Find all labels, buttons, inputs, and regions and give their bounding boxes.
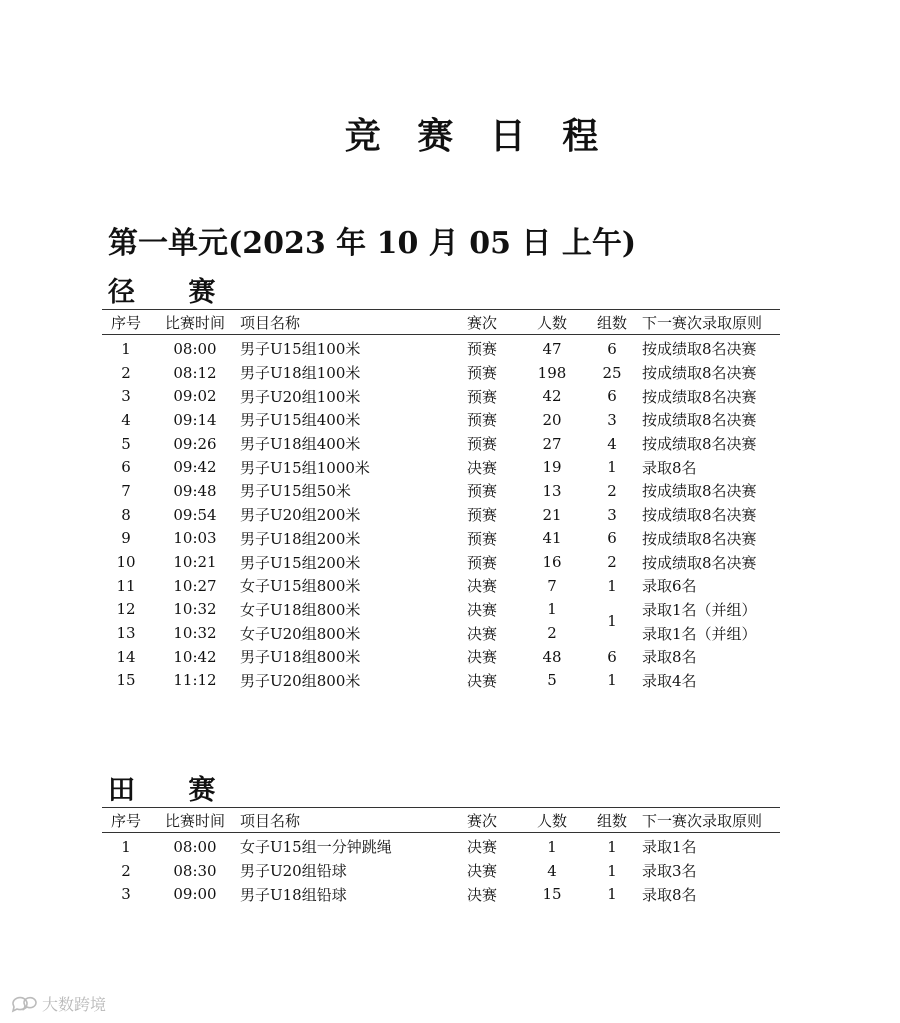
cell-event: 女子U20组800米 (240, 624, 361, 643)
cell-event: 男子U18组铅球 (240, 885, 347, 904)
col-header-no: 序号 (102, 808, 150, 833)
cell-round: 决赛 (466, 671, 497, 690)
table-row (102, 882, 780, 906)
cell-event: 男子U15组100米 (240, 340, 361, 359)
table-row (102, 527, 780, 551)
cell-event: 男子U18组400米 (240, 435, 361, 454)
cell-rule: 录取3名 (642, 862, 697, 881)
cell-rule: 按成绩取8名决赛 (642, 435, 757, 454)
cell-time: 10:21 (173, 553, 217, 572)
cell-event: 男子U18组200米 (240, 529, 361, 548)
cell-no: 15 (116, 671, 136, 690)
cell-groups: 6 (607, 387, 617, 406)
col-header-groups: 组数 (582, 808, 642, 833)
col-header-time: 比赛时间 (150, 310, 240, 335)
cell-no: 10 (116, 553, 136, 572)
cell-groups: 1 (607, 885, 617, 904)
cell-groups: 25 (602, 363, 622, 382)
track-header-row (102, 310, 780, 335)
table-row (102, 598, 780, 622)
table-row (102, 859, 780, 883)
col-header-count: 人数 (522, 310, 582, 335)
cell-round: 决赛 (466, 885, 497, 904)
cell-time: 10:32 (173, 600, 217, 619)
cell-no: 4 (121, 410, 131, 429)
cell-time: 10:03 (173, 529, 217, 548)
col-header-round: 赛次 (442, 808, 522, 833)
cell-round: 预赛 (466, 364, 497, 383)
cell-count: 47 (542, 339, 562, 358)
track-schedule-table (102, 309, 780, 692)
page-title: 竞 赛 日 程 (344, 115, 611, 157)
cell-no: 9 (121, 529, 131, 548)
cell-event: 男子U15组200米 (240, 553, 361, 572)
cell-round: 预赛 (466, 387, 497, 406)
field-section-title: 田 赛 (108, 775, 238, 806)
cell-count: 7 (547, 576, 557, 595)
cell-time: 11:12 (173, 671, 217, 690)
cell-time: 09:48 (173, 481, 217, 500)
cell-count: 2 (547, 624, 557, 643)
cell-rule: 录取6名 (642, 577, 697, 596)
field-header-row (102, 808, 780, 833)
cell-time: 08:00 (173, 837, 217, 856)
cell-event: 男子U18组800米 (240, 648, 361, 667)
cell-rule: 录取1名 (642, 838, 697, 857)
table-row (102, 408, 780, 432)
col-header-groups: 组数 (582, 310, 642, 335)
col-header-no: 序号 (102, 310, 150, 335)
cell-event: 男子U15组1000米 (240, 458, 370, 477)
table-row (102, 361, 780, 385)
col-header-time: 比赛时间 (150, 808, 240, 833)
cell-rule: 按成绩取8名决赛 (642, 364, 757, 383)
table-row (102, 479, 780, 503)
cell-no: 1 (121, 339, 131, 358)
cell-event: 男子U20组200米 (240, 506, 361, 525)
cell-no: 12 (116, 600, 136, 619)
cell-round: 预赛 (466, 553, 497, 572)
cell-rule: 按成绩取8名决赛 (642, 553, 757, 572)
watermark (10, 992, 106, 1015)
cell-rule: 按成绩取8名决赛 (642, 340, 757, 359)
cell-groups: 1 (607, 671, 617, 690)
cell-rule: 录取1名（并组） (642, 600, 757, 619)
cell-count: 48 (542, 647, 562, 666)
cell-round: 决赛 (466, 838, 497, 857)
cell-time: 08:30 (173, 861, 217, 880)
cell-round: 决赛 (466, 458, 497, 477)
cell-no: 3 (121, 387, 131, 406)
cell-groups: 1 (607, 458, 617, 477)
cell-round: 决赛 (466, 624, 497, 643)
cell-round: 决赛 (466, 648, 497, 667)
cell-rule: 录取8名 (642, 885, 697, 904)
cell-round: 预赛 (466, 411, 497, 430)
col-header-rule: 下一赛次录取原则 (642, 808, 780, 833)
cell-groups: 2 (607, 553, 617, 572)
cell-time: 09:26 (173, 434, 217, 453)
field-schedule-table (102, 807, 780, 906)
table-row (102, 550, 780, 574)
cell-event: 女子U15组一分钟跳绳 (240, 838, 392, 857)
table-row (102, 384, 780, 408)
cell-rule: 按成绩取8名决赛 (642, 411, 757, 430)
cell-no: 3 (121, 885, 131, 904)
track-section-title: 径 赛 (108, 277, 238, 308)
cell-event: 男子U20组铅球 (240, 862, 347, 881)
cell-groups: 3 (607, 505, 617, 524)
cell-round: 决赛 (466, 577, 497, 596)
table-row (102, 669, 780, 693)
cell-round: 预赛 (466, 529, 497, 548)
cell-time: 09:54 (173, 505, 217, 524)
cell-count: 5 (547, 671, 557, 690)
cell-event: 男子U15组400米 (240, 411, 361, 430)
cell-rule: 录取1名（并组） (642, 624, 757, 643)
cell-groups: 3 (607, 410, 617, 429)
table-row (102, 833, 780, 859)
cell-no: 13 (116, 624, 136, 643)
cell-no: 2 (121, 861, 131, 880)
cell-count: 13 (542, 481, 562, 500)
cell-event: 男子U20组800米 (240, 671, 361, 690)
chat-bubble-logo-icon (10, 994, 38, 1014)
cell-count: 21 (542, 505, 562, 524)
cell-count: 27 (542, 434, 562, 453)
cell-groups: 4 (607, 434, 617, 453)
cell-groups: 6 (607, 339, 617, 358)
cell-rule: 录取8名 (642, 648, 697, 667)
cell-no: 1 (121, 837, 131, 856)
cell-no: 8 (121, 505, 131, 524)
cell-event: 男子U20组100米 (240, 387, 361, 406)
cell-count: 1 (547, 837, 557, 856)
cell-time: 08:00 (173, 339, 217, 358)
cell-count: 42 (542, 387, 562, 406)
watermark-text: 大数跨境 (42, 995, 107, 1014)
unit-heading: 第一单元(2023 年 10 月 05 日 上午) (108, 226, 637, 261)
cell-rule: 录取4名 (642, 671, 697, 690)
cell-count: 20 (542, 410, 562, 429)
cell-event: 女子U18组800米 (240, 600, 361, 619)
cell-no: 6 (121, 458, 131, 477)
cell-count: 19 (542, 458, 562, 477)
cell-time: 09:14 (173, 410, 217, 429)
cell-groups: 1 (607, 837, 617, 856)
cell-no: 5 (121, 434, 131, 453)
table-row (102, 432, 780, 456)
cell-no: 2 (121, 363, 131, 382)
cell-groups: 6 (607, 647, 617, 666)
cell-event: 男子U15组50米 (240, 482, 351, 501)
table-row (102, 621, 780, 645)
cell-event: 男子U18组100米 (240, 364, 361, 383)
cell-rule: 按成绩取8名决赛 (642, 482, 757, 501)
col-header-count: 人数 (522, 808, 582, 833)
cell-no: 14 (116, 647, 136, 666)
cell-groups: 6 (607, 529, 617, 548)
cell-no: 7 (121, 481, 131, 500)
table-row (102, 335, 780, 361)
cell-rule: 按成绩取8名决赛 (642, 529, 757, 548)
cell-count: 15 (542, 885, 562, 904)
cell-groups: 2 (607, 481, 617, 500)
cell-rule: 录取8名 (642, 458, 697, 477)
cell-round: 预赛 (466, 435, 497, 454)
cell-rule: 按成绩取8名决赛 (642, 506, 757, 525)
col-header-event: 项目名称 (240, 310, 442, 335)
cell-round: 预赛 (466, 506, 497, 525)
table-row (102, 645, 780, 669)
table-row (102, 574, 780, 598)
col-header-rule: 下一赛次录取原则 (642, 310, 780, 335)
cell-count: 1 (547, 600, 557, 619)
cell-no: 11 (116, 576, 136, 595)
cell-time: 09:00 (173, 885, 217, 904)
col-header-event: 项目名称 (240, 808, 442, 833)
cell-rule: 按成绩取8名决赛 (642, 387, 757, 406)
cell-round: 预赛 (466, 482, 497, 501)
cell-groups: 1 (607, 612, 617, 631)
table-row (102, 503, 780, 527)
cell-count: 41 (542, 529, 562, 548)
cell-time: 10:32 (173, 624, 217, 643)
cell-groups: 1 (607, 576, 617, 595)
cell-groups: 1 (607, 861, 617, 880)
cell-round: 预赛 (466, 340, 497, 359)
table-row (102, 455, 780, 479)
cell-time: 10:27 (173, 576, 217, 595)
cell-count: 16 (542, 553, 562, 572)
col-header-round: 赛次 (442, 310, 522, 335)
cell-round: 决赛 (466, 862, 497, 881)
cell-count: 198 (537, 363, 567, 382)
cell-time: 08:12 (173, 363, 217, 382)
cell-time: 09:42 (173, 458, 217, 477)
cell-count: 4 (547, 861, 557, 880)
cell-time: 10:42 (173, 647, 217, 666)
cell-event: 女子U15组800米 (240, 577, 361, 596)
cell-round: 决赛 (466, 600, 497, 619)
cell-time: 09:02 (173, 387, 217, 406)
